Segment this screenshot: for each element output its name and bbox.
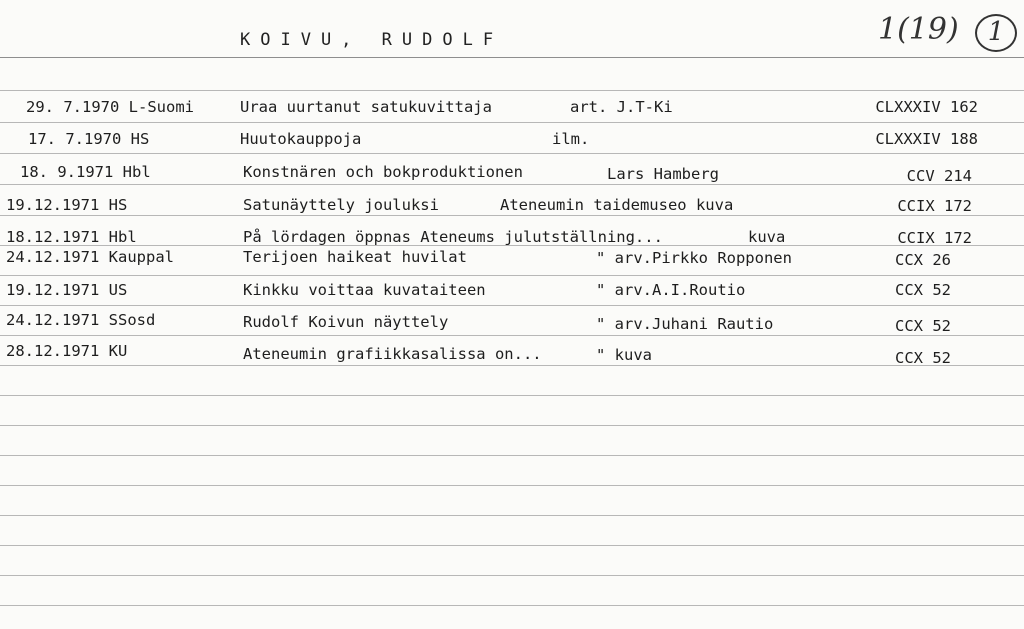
ruled-line [0, 365, 1024, 366]
ruled-line [0, 425, 1024, 426]
header-rule [0, 57, 1024, 58]
entry-source: HS [108, 196, 128, 214]
entry-title: Rudolf Koivun näyttely [243, 313, 449, 331]
entry-title: Satunäyttely jouluksi [243, 196, 439, 214]
entry-title: På lördagen öppnas Ateneums julutställning... [243, 228, 663, 246]
entry-reference: ilm. [552, 130, 590, 148]
ruled-line [0, 545, 1024, 546]
entry-code: CCX 26 [895, 251, 951, 269]
entry-date: 19.12.1971 HS [6, 196, 128, 214]
ruled-line [0, 215, 1024, 216]
entry-reference: " arv.Juhani Rautio [596, 315, 774, 333]
entry-code: CCX 52 [895, 349, 951, 367]
ruled-line [0, 485, 1024, 486]
ruled-line [0, 90, 1024, 91]
ruled-line [0, 153, 1024, 154]
entry-source: HS [130, 130, 150, 148]
entry-code: CCX 52 [895, 317, 951, 335]
entry-date: 18.12.1971 Hbl [6, 228, 137, 246]
entry-title: Kinkku voittaa kuvataiteen [243, 281, 486, 299]
handwritten-circled-number: 1 [975, 14, 1017, 52]
ruled-line [0, 275, 1024, 276]
entry-title: Terijoen haikeat huvilat [243, 248, 467, 266]
entry-title: Huutokauppoja [240, 130, 362, 148]
entry-date: 19.12.1971 US [6, 281, 128, 299]
entry-source: SSosd [108, 311, 156, 329]
entry-code: CCX 52 [895, 281, 951, 299]
entry-reference: art. J.T-Ki [570, 98, 673, 116]
ruled-line [0, 515, 1024, 516]
entry-code: CLXXXIV 188 [875, 130, 978, 148]
entry-code: CCV 214 [906, 167, 972, 185]
entry-code: CCIX 172 [897, 229, 972, 247]
ruled-line [0, 395, 1024, 396]
handwritten-card-number: 1(19) [878, 12, 959, 47]
card-name-heading: KOIVU, RUDOLF [240, 30, 504, 50]
entry-source: Kauppal [108, 248, 174, 266]
entry-date: 29. 7.1970 L-Suomi [26, 98, 194, 116]
entry-reference: Lars Hamberg [607, 165, 719, 183]
entry-date: 24.12.1971 Kauppal [6, 248, 174, 266]
ruled-line [0, 575, 1024, 576]
entry-reference: Ateneumin taidemuseo kuva [500, 196, 734, 214]
entry-code: CLXXXIV 162 [875, 98, 978, 116]
ruled-line [0, 605, 1024, 606]
entry-date: 28.12.1971 KU [6, 342, 128, 360]
entry-title: Uraa uurtanut satukuvittaja [240, 98, 492, 116]
entry-reference: " arv.Pirkko Ropponen [596, 249, 792, 267]
entry-date: 18. 9.1971 Hbl [20, 163, 151, 181]
entry-date: 24.12.1971 SSosd [6, 311, 156, 329]
entry-source: Hbl [108, 228, 137, 246]
entry-title: Konstnären och bokproduktionen [243, 163, 523, 181]
entry-date: 17. 7.1970 HS [28, 130, 150, 148]
entry-title: Ateneumin grafiikkasalissa on... [243, 345, 542, 363]
entry-source: L-Suomi [128, 98, 194, 116]
ruled-line [0, 184, 1024, 185]
ruled-line [0, 455, 1024, 456]
entry-source: KU [108, 342, 128, 360]
entry-reference: " kuva [596, 346, 652, 364]
entry-reference: kuva [748, 228, 786, 246]
ruled-line [0, 305, 1024, 306]
entry-source: US [108, 281, 128, 299]
entry-reference: " arv.A.I.Routio [596, 281, 746, 299]
ruled-line [0, 335, 1024, 336]
entry-code: CCIX 172 [897, 197, 972, 215]
entry-source: Hbl [122, 163, 151, 181]
ruled-line [0, 122, 1024, 123]
